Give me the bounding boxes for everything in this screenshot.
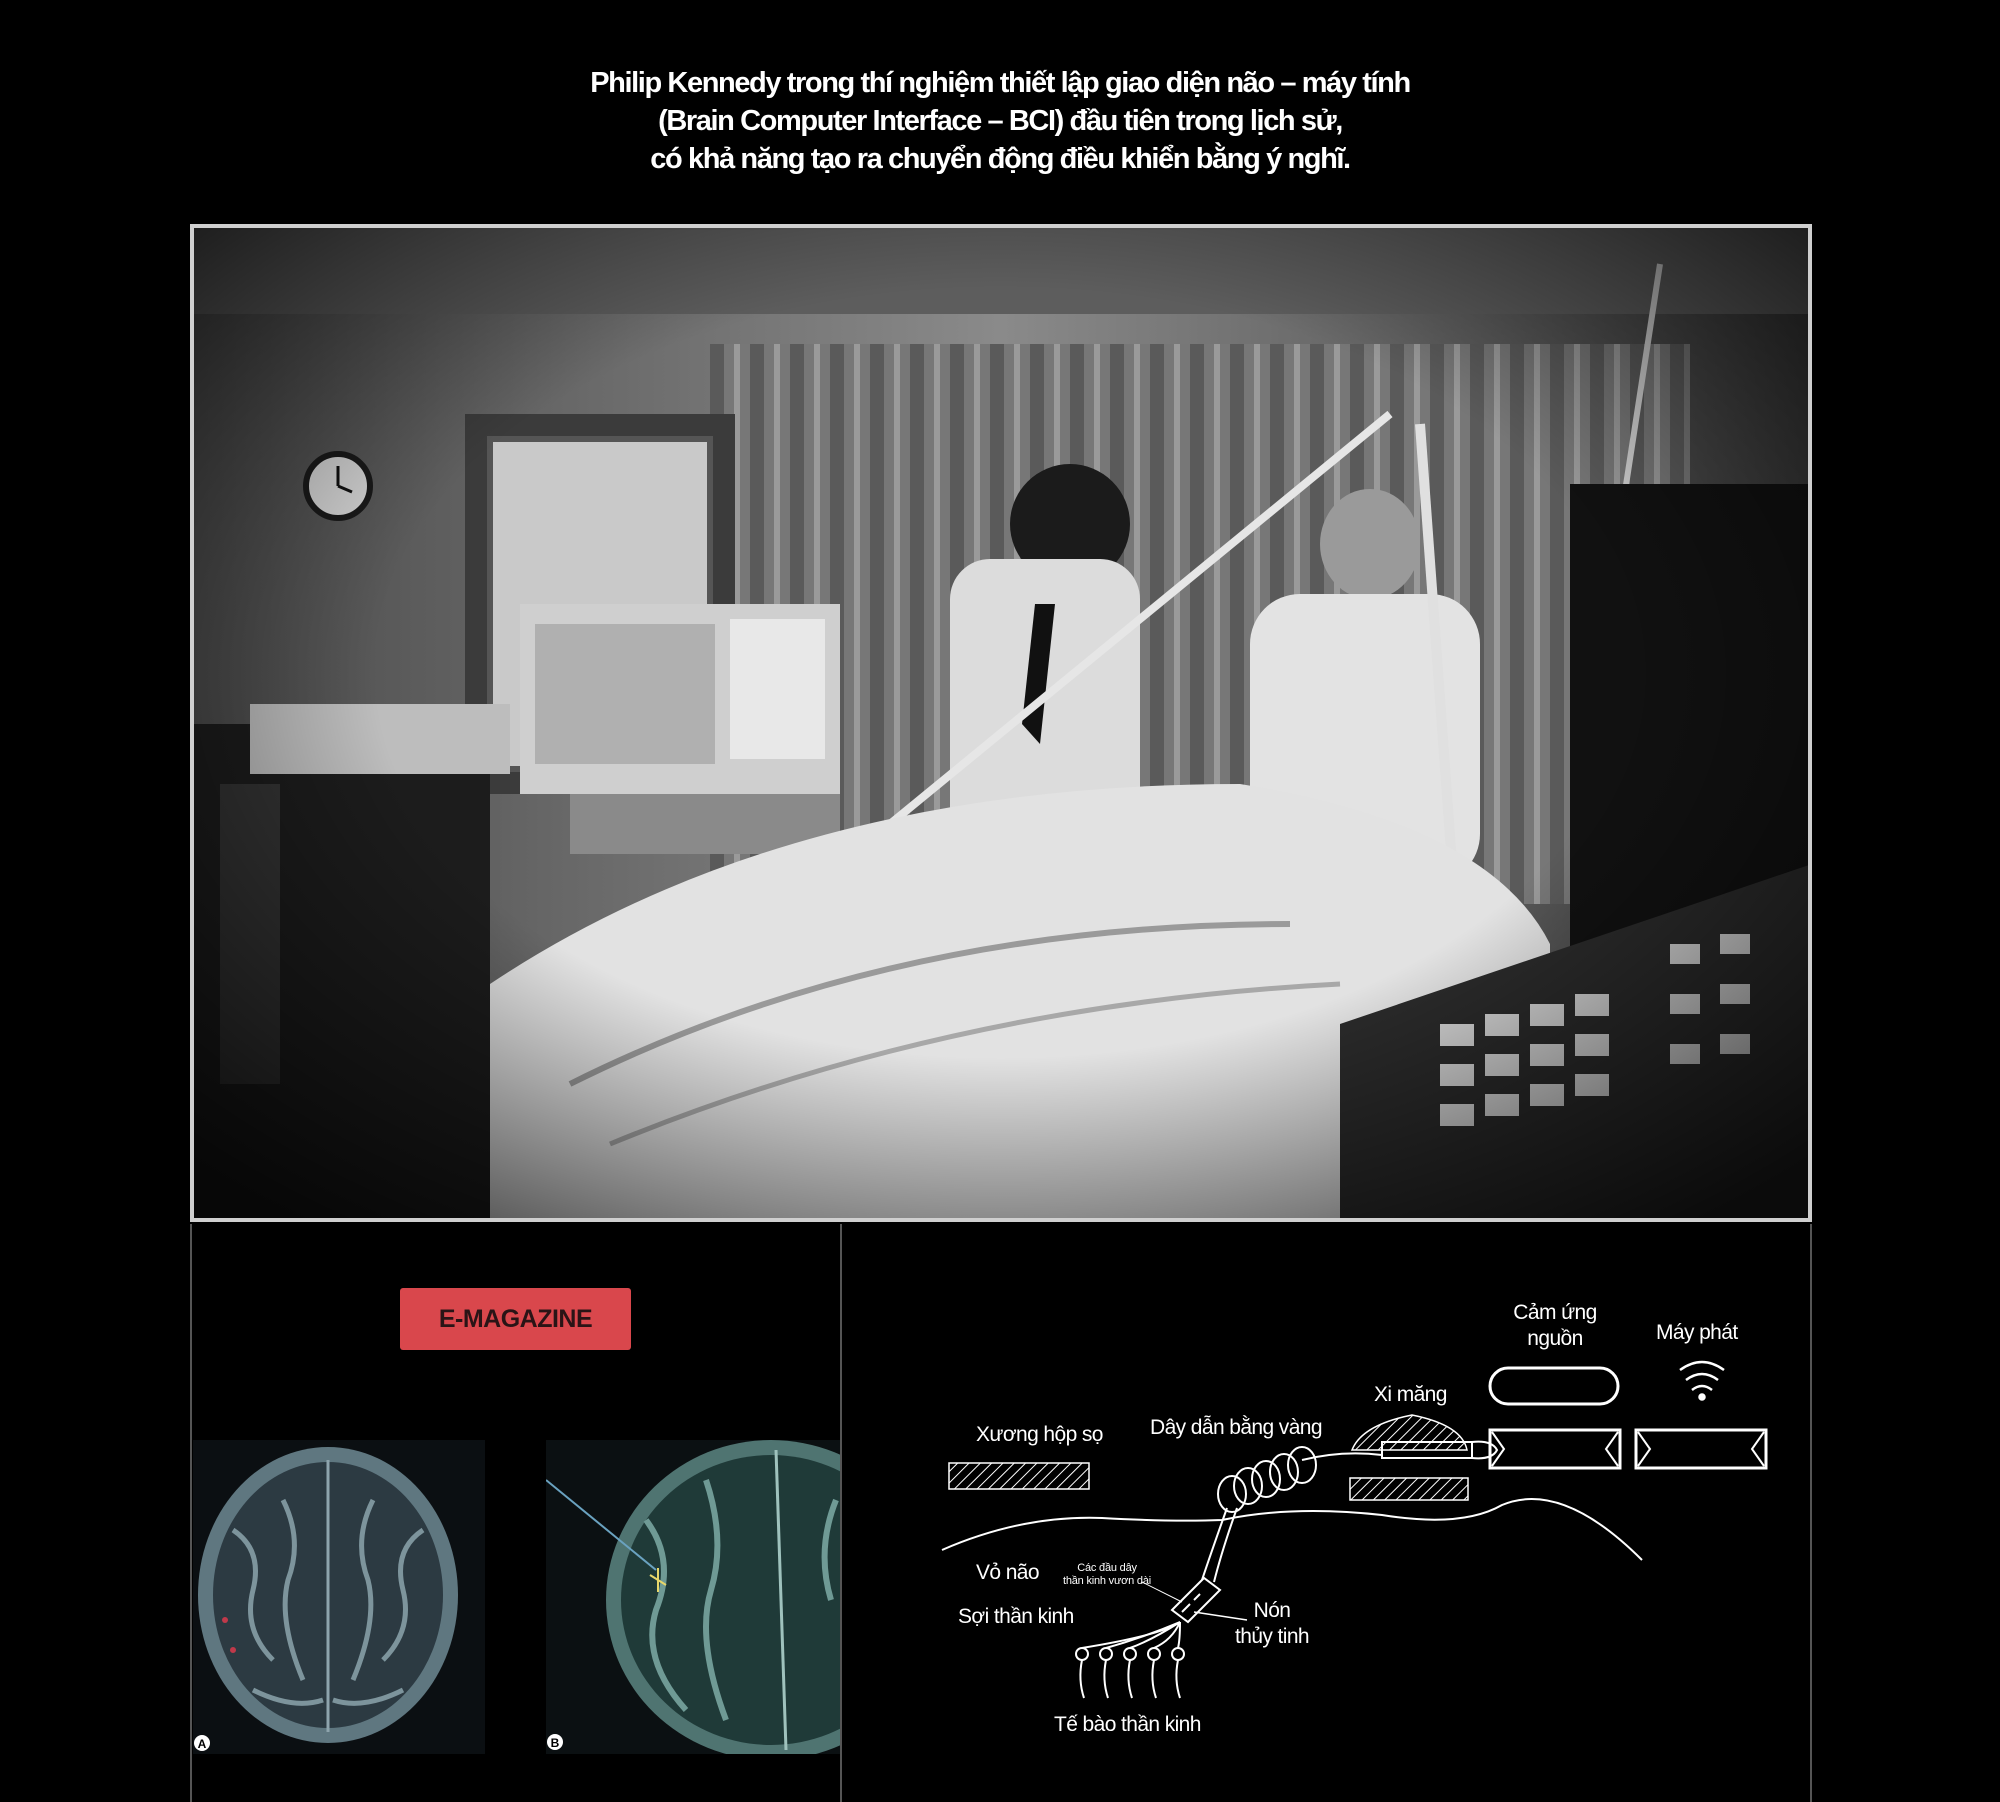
- hospital-photo: [190, 224, 1812, 1222]
- wireless-signal-icon: [1680, 1362, 1724, 1400]
- label-glass-cone-line-1: Nón: [1253, 1599, 1291, 1622]
- caption-line-2: (Brain Computer Interface – BCI) đầu tiên trong lịch sử,: [658, 105, 1342, 137]
- label-cortex: Vỏ não: [976, 1561, 1039, 1584]
- label-glass-cone: [1222, 1598, 1322, 1650]
- label-cement: Xi măng: [1374, 1383, 1447, 1406]
- transmitter-box: [1636, 1430, 1766, 1468]
- caption-line-1: Philip Kennedy trong thí nghiệm thiết lập giao diện não – máy tính: [590, 67, 1410, 99]
- induction-box: [1490, 1430, 1620, 1468]
- panel-divider-left: [190, 1224, 192, 1802]
- label-induction-line-1: Cảm ứng: [1513, 1301, 1597, 1324]
- induction-coil-top: [1490, 1368, 1618, 1404]
- skull-block: [949, 1463, 1089, 1489]
- photo-caption: [400, 64, 1600, 178]
- cortex-surface: [942, 1499, 1642, 1560]
- label-glass-cone-line-2: thủy tinh: [1235, 1625, 1309, 1648]
- label-neurite-line-1: Các đầu dây: [1077, 1562, 1137, 1574]
- cement-mound: [1352, 1415, 1467, 1450]
- label-induction: [1492, 1300, 1618, 1352]
- caption-line-3: có khả năng tạo ra chuyển động điều khiển bằng ý nghĩ.: [650, 143, 1350, 175]
- label-gold-wire: Dây dẫn bằng vàng: [1150, 1416, 1322, 1439]
- label-neurons: Tế bào thần kinh: [1054, 1713, 1201, 1736]
- gold-wire-coil: [1218, 1447, 1316, 1512]
- scan-a-marker: A: [197, 1737, 207, 1751]
- label-induction-line-2: nguồn: [1527, 1327, 1583, 1350]
- brain-scan-a: [193, 1440, 485, 1754]
- e-magazine-badge[interactable]: E-MAGAZINE: [400, 1288, 631, 1350]
- scan-b-marker: B: [550, 1736, 560, 1750]
- electrode-diagram: [842, 1250, 1842, 1780]
- label-neurite-line-2: thần kinh vươn dài: [1062, 1575, 1152, 1587]
- hospital-photo-illustration: [190, 224, 1812, 1222]
- label-neurite-tips: [1052, 1562, 1162, 1588]
- label-skull: Xương hộp sọ: [976, 1423, 1103, 1446]
- label-nerve-fiber: Sợi thần kinh: [958, 1605, 1074, 1628]
- label-transmitter: Máy phát: [1656, 1321, 1738, 1344]
- neurons: [1076, 1622, 1184, 1698]
- brain-scan-b: [546, 1440, 840, 1754]
